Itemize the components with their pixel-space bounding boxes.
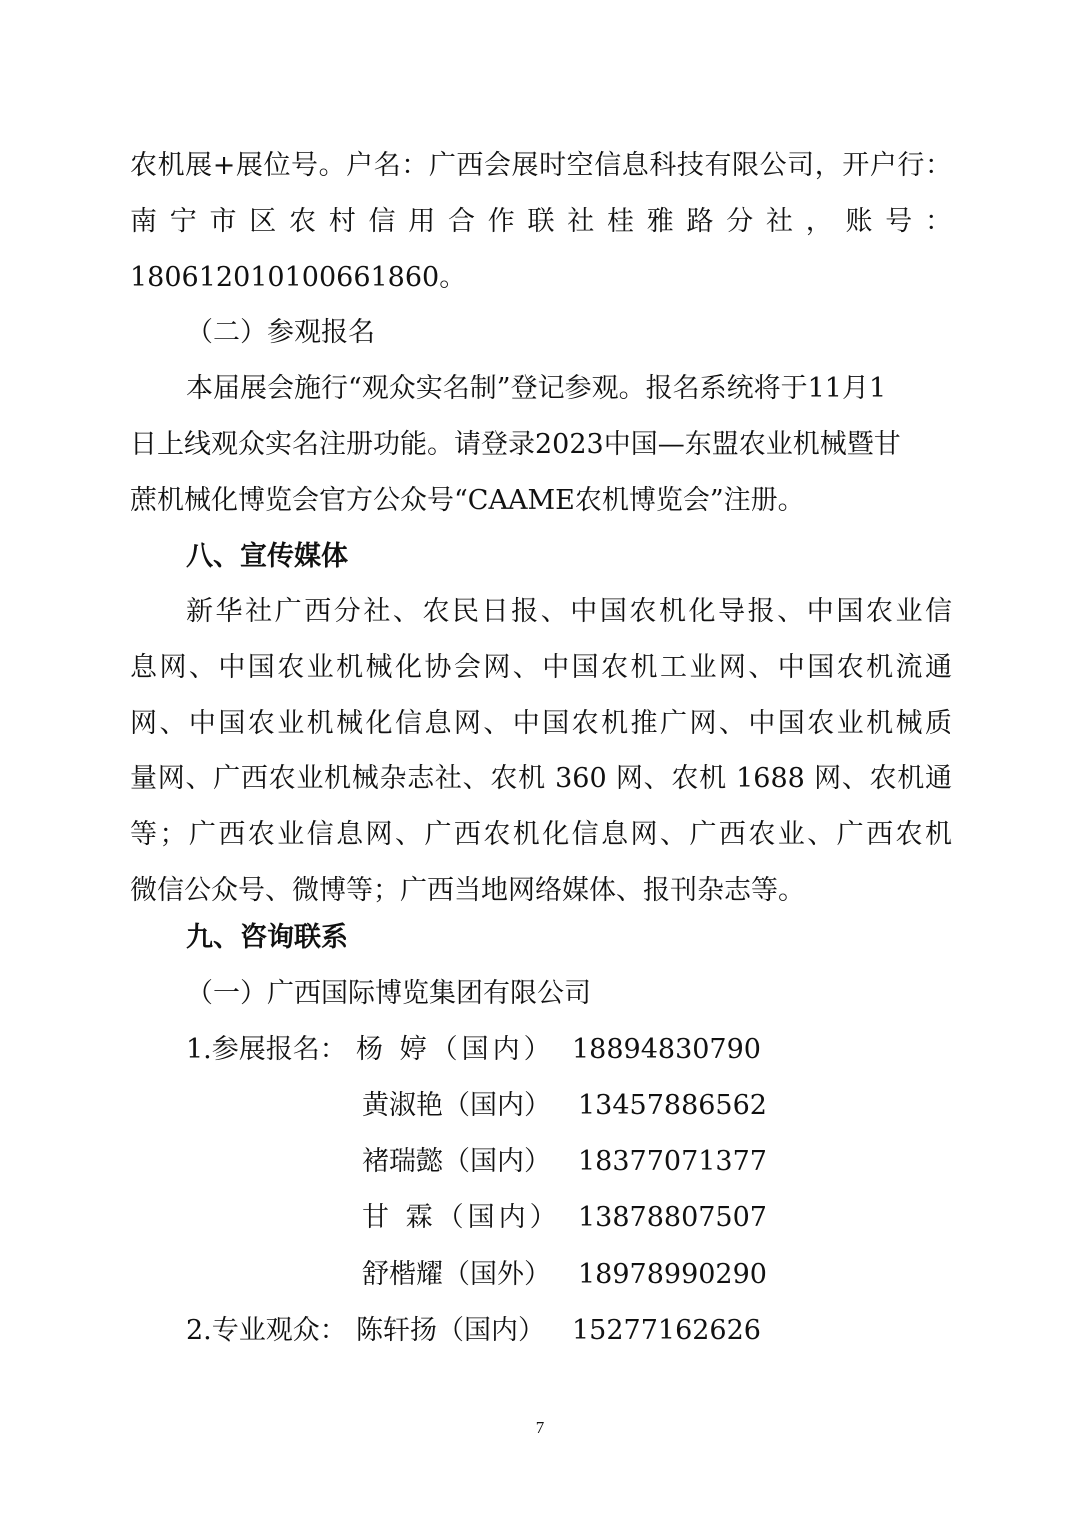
contact-name: 舒楷耀（国外） (362, 1259, 551, 1290)
subsection-heading: （一）广西国际博览集团有限公司 (186, 978, 591, 1009)
contact-row (192, 1088, 892, 1124)
contact-name: 褚瑞懿（国内） (362, 1146, 551, 1177)
contact-label: 1.参展报名： (186, 1034, 347, 1065)
contact-phone: 13457886562 (578, 1090, 767, 1121)
contact-row (186, 1032, 886, 1068)
contact-name: 陈轩扬（国内） (356, 1315, 545, 1346)
paragraph-line: 日上线观众实名注册功能。请登录2023中国—东盟农业机械暨甘 (130, 429, 901, 460)
paragraph-line: 等；广西农业信息网、广西农机化信息网、广西农业、广西农机 (130, 819, 952, 850)
contact-label: 2.专业观众： (186, 1315, 347, 1346)
paragraph-line: 量网、广西农业机械杂志社、农机 360 网、农机 1688 网、农机通 (130, 763, 952, 794)
contact-row (192, 1200, 892, 1236)
paragraph-line: 微信公众号、微博等；广西当地网络媒体、报刊杂志等。 (130, 875, 805, 906)
section-heading: 八、宣传媒体 (186, 541, 348, 572)
paragraph-line: 南宁市区农村信用合作联社桂雅路分社，账号： (130, 206, 952, 237)
paragraph-line: 本届展会施行“观众实名制”登记参观。报名系统将于11月1 (186, 373, 887, 404)
paragraph-line: 新华社广西分社、农民日报、中国农机化导报、中国农业信 (186, 596, 952, 627)
contact-phone: 13878807507 (578, 1202, 767, 1233)
contact-name: 杨 婷（国内） (356, 1034, 555, 1065)
contact-phone: 18978990290 (578, 1259, 767, 1290)
contact-row (186, 1313, 886, 1349)
paragraph-line: 息网、中国农业机械化协会网、中国农机工业网、中国农机流通 (130, 652, 952, 683)
contact-phone: 18894830790 (572, 1034, 761, 1065)
contact-phone: 18377071377 (578, 1146, 767, 1177)
paragraph-line: 蔗机械化博览会官方公众号“CAAME农机博览会”注册。 (130, 485, 805, 516)
contact-row (192, 1257, 892, 1293)
subsection-heading: （二）参观报名 (186, 317, 375, 348)
account-number: 180612010100661860。 (130, 262, 467, 293)
page-number: 7 (535, 1418, 545, 1437)
contact-name: 黄淑艳（国内） (362, 1090, 551, 1121)
paragraph-line: 农机展+展位号。户名：广西会展时空信息科技有限公司，开户行： (130, 150, 952, 181)
paragraph-line: 网、中国农业机械化信息网、中国农机推广网、中国农业机械质 (130, 708, 952, 739)
contact-name: 甘 霖（国内） (362, 1202, 561, 1233)
section-heading: 九、咨询联系 (186, 922, 348, 953)
contact-row (192, 1144, 892, 1180)
contact-phone: 15277162626 (572, 1315, 761, 1346)
